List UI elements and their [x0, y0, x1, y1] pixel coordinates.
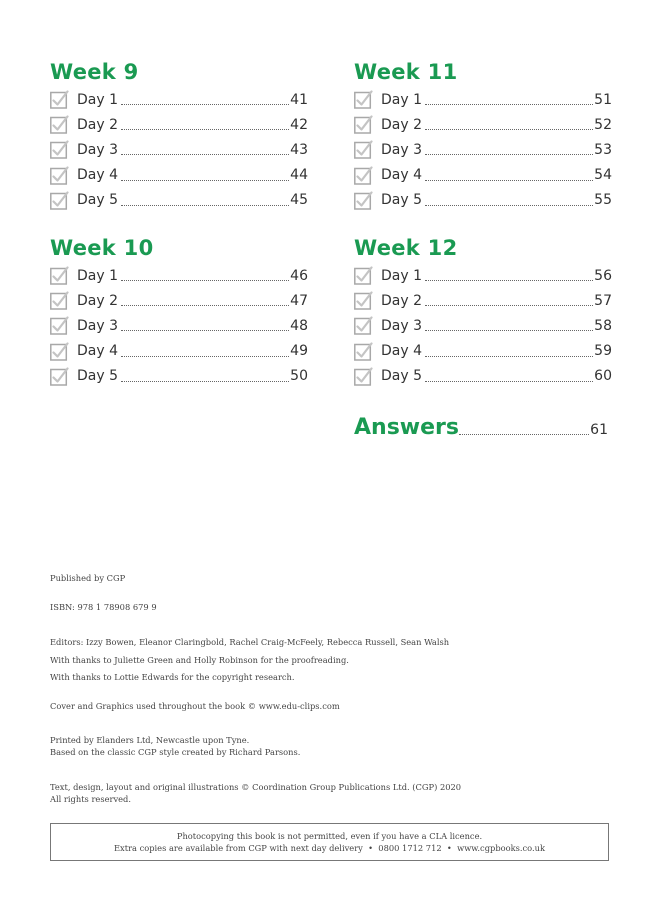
day-label: Day 4	[381, 167, 423, 184]
copyright-line: Text, design, layout and original illustrations © Coordination Group Publications Ltd. (CGP) 2020	[50, 782, 462, 792]
isbn-line: ISBN: 978 1 78908 679 9	[50, 602, 157, 612]
checkbox-tick-icon[interactable]	[50, 166, 69, 185]
day-entry[interactable]	[50, 339, 308, 364]
week-title: Week 9	[50, 60, 139, 84]
day-entry[interactable]	[50, 163, 308, 188]
dot-leader	[121, 330, 289, 331]
checkbox-tick-icon[interactable]	[354, 266, 373, 285]
dot-leader	[425, 305, 593, 306]
checkbox-tick-icon[interactable]	[354, 115, 373, 134]
week-section	[354, 233, 612, 389]
day-entry[interactable]	[354, 313, 612, 338]
checkbox-tick-icon[interactable]	[50, 291, 69, 310]
page-number: 50	[290, 368, 308, 385]
dot-leader	[121, 104, 289, 105]
week-section	[354, 57, 612, 213]
page-number: 43	[290, 141, 308, 158]
day-entry[interactable]	[354, 163, 612, 188]
page-number: 57	[594, 292, 612, 309]
based-on-line: Based on the classic CGP style created by Richard Parsons.	[50, 747, 301, 757]
checkbox-tick-icon[interactable]	[50, 140, 69, 159]
day-label: Day 3	[381, 141, 423, 158]
dot-leader	[121, 180, 289, 181]
day-label: Day 5	[77, 368, 119, 385]
day-entry[interactable]	[50, 87, 308, 112]
checkbox-tick-icon[interactable]	[354, 191, 373, 210]
page-number: 41	[290, 91, 308, 108]
day-entry[interactable]	[354, 188, 612, 213]
checkbox-tick-icon[interactable]	[354, 316, 373, 335]
day-entry[interactable]	[354, 364, 612, 389]
checkbox-tick-icon[interactable]	[354, 342, 373, 361]
thanks-copyright-line: With thanks to Lottie Edwards for the copyright research.	[50, 672, 295, 682]
week-title: Week 12	[354, 236, 458, 260]
checkbox-tick-icon[interactable]	[50, 342, 69, 361]
page-number: 56	[594, 267, 612, 284]
dot-leader	[121, 356, 289, 357]
page-number: 45	[290, 192, 308, 209]
dot-leader	[425, 154, 593, 155]
day-entry[interactable]	[354, 263, 612, 288]
day-label: Day 4	[77, 343, 119, 360]
checkbox-tick-icon[interactable]	[50, 316, 69, 335]
day-entry[interactable]	[50, 137, 308, 162]
dot-leader	[121, 129, 289, 130]
notice-line-1: Photocopying this book is not permitted, even if you have a CLA licence.	[176, 831, 483, 841]
day-entry[interactable]	[354, 288, 612, 313]
day-entry[interactable]	[354, 112, 612, 137]
day-entry[interactable]	[50, 263, 308, 288]
day-label: Day 2	[381, 116, 423, 133]
dot-leader	[425, 280, 593, 281]
day-label: Day 5	[381, 368, 423, 385]
week-title: Week 10	[50, 236, 154, 260]
dot-leader	[121, 381, 289, 382]
week-section	[50, 233, 308, 389]
dot-leader	[121, 154, 289, 155]
day-entry[interactable]	[354, 339, 612, 364]
checkbox-tick-icon[interactable]	[354, 367, 373, 386]
page-number: 58	[594, 317, 612, 334]
day-entry[interactable]	[50, 364, 308, 389]
printer-line: Printed by Elanders Ltd, Newcastle upon Tyne.	[50, 735, 250, 745]
checkbox-tick-icon[interactable]	[50, 191, 69, 210]
dot-leader	[425, 330, 593, 331]
day-label: Day 2	[77, 116, 119, 133]
dot-leader	[425, 381, 593, 382]
answers-title: Answers	[354, 415, 459, 440]
thanks-proofreading-line: With thanks to Juliette Green and Holly Robinson for the proofreading.	[50, 655, 349, 665]
day-label: Day 3	[77, 141, 119, 158]
notice-line-2: Extra copies are available from CGP with next day delivery • 0800 1712 712 • www.cgpbooks.co.uk	[113, 843, 546, 853]
day-label: Day 1	[381, 91, 423, 108]
page-number: 54	[594, 167, 612, 184]
dot-leader	[425, 205, 593, 206]
day-entry[interactable]	[354, 87, 612, 112]
page-number: 44	[290, 167, 308, 184]
day-entry[interactable]	[50, 188, 308, 213]
checkbox-tick-icon[interactable]	[354, 291, 373, 310]
dot-leader	[425, 104, 593, 105]
dot-leader	[425, 129, 593, 130]
checkbox-tick-icon[interactable]	[50, 367, 69, 386]
editors-line: Editors: Izzy Bowen, Eleanor Claringbold, Rachel Craig-McFeely, Rebecca Russell, Sean Walsh	[50, 637, 450, 647]
day-label: Day 3	[381, 317, 423, 334]
page-number: 48	[290, 317, 308, 334]
page-number: 51	[594, 91, 612, 108]
publisher-line: Published by CGP	[50, 573, 126, 583]
day-entry[interactable]	[50, 288, 308, 313]
day-entry[interactable]	[50, 112, 308, 137]
day-label: Day 3	[77, 317, 119, 334]
dot-leader	[425, 356, 593, 357]
checkbox-tick-icon[interactable]	[354, 90, 373, 109]
checkbox-tick-icon[interactable]	[50, 90, 69, 109]
page-number: 52	[594, 116, 612, 133]
page-number: 61	[590, 422, 608, 438]
checkbox-tick-icon[interactable]	[50, 115, 69, 134]
dot-leader	[121, 205, 289, 206]
checkbox-tick-icon[interactable]	[50, 266, 69, 285]
dot-leader	[121, 280, 289, 281]
cover-graphics-line: Cover and Graphics used throughout the book © www.edu-clips.com	[50, 701, 340, 711]
rights-line: All rights reserved.	[50, 794, 131, 804]
day-label: Day 1	[77, 267, 119, 284]
page-number: 49	[290, 343, 308, 360]
day-label: Day 4	[381, 343, 423, 360]
day-entry[interactable]	[50, 313, 308, 338]
day-label: Day 1	[381, 267, 423, 284]
day-label: Day 5	[77, 192, 119, 209]
page-number: 47	[290, 292, 308, 309]
dot-leader	[121, 305, 289, 306]
week-title: Week 11	[354, 60, 458, 84]
day-label: Day 4	[77, 167, 119, 184]
photocopy-notice-box	[50, 823, 609, 861]
week-section	[50, 57, 308, 213]
day-label: Day 1	[77, 91, 119, 108]
page-number: 46	[290, 267, 308, 284]
checkbox-tick-icon[interactable]	[354, 140, 373, 159]
day-entry[interactable]	[354, 137, 612, 162]
page-number: 55	[594, 192, 612, 209]
day-label: Day 2	[381, 292, 423, 309]
page-number: 53	[594, 141, 612, 158]
day-label: Day 5	[381, 192, 423, 209]
day-label: Day 2	[77, 292, 119, 309]
answers-entry[interactable]	[354, 410, 608, 442]
dot-leader	[459, 434, 589, 435]
page-number: 60	[594, 368, 612, 385]
dot-leader	[425, 180, 593, 181]
page-number: 59	[594, 343, 612, 360]
checkbox-tick-icon[interactable]	[354, 166, 373, 185]
page-number: 42	[290, 116, 308, 133]
